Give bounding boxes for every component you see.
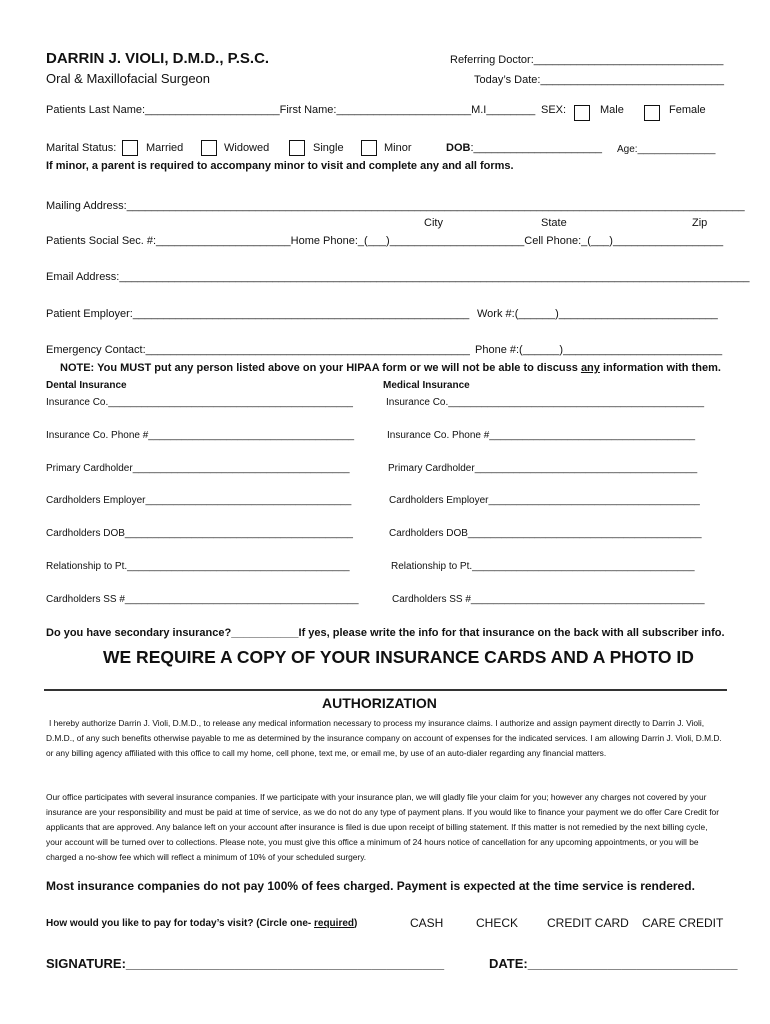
medical-primary-cardholder-field[interactable]: Primary Cardholder________________________________________	[388, 463, 698, 474]
practice-name: DARRIN J. VIOLI, D.M.D., P.S.C.	[46, 50, 270, 67]
single-label: Single	[313, 142, 344, 154]
email-field[interactable]: Email Address:_______________________________________________________________________________________________________	[46, 271, 750, 283]
payment-option-check[interactable]: CHECK	[476, 916, 519, 930]
minor-note: If minor, a parent is required to accompany minor to visit and complete any and all forms.	[46, 160, 514, 172]
sex-label: SEX:	[541, 104, 567, 116]
authorization-paragraph-1: I hereby authorize Darrin J. Violi, D.M.D., to release any medical information necessary to process my insurance claims. I authorize and assign payment directly to Darrin J. Violi, D.M.D., of any such benefits otherwise payable to me as determined by the insurance company on account of expenses for the indicated services. I am allowing Darrin J. Violi, D.M.D. or any billing agency affiliated with this office to call my home, cell phone, text me, or email me, by use of an auto-dialer regarding any financial matters.	[46, 718, 722, 758]
female-label: Female	[669, 104, 706, 116]
dob-line[interactable]: :_____________________	[470, 142, 602, 154]
signature-date-field[interactable]: DATE:_____________________________	[489, 956, 738, 971]
section-divider	[44, 689, 727, 691]
medical-insurance-heading: Medical Insurance	[383, 380, 470, 391]
payment-required: required	[314, 918, 355, 929]
female-checkbox[interactable]	[644, 105, 660, 121]
authorization-paragraph-2: Our office participates with several insurance companies. If we participate with your insurance plan, we will gladly file your claim for you; however any charges not covered by your insurance are your responsibility and must be paid at time of service, as we do not do any type of payment plans. If you would like to finance your payment we do offer Care Credit for applicants that are approved. Any balance left on your account after insurance is filed is due upon receipt of billing statement. If this matter is not remedied by the next billing cycle, your account will be turned over to collections. Please note, you must give this office a minimum of 24 hours notice of cancellation for any upcoming appointments, or you will be charged a no-show fee which will reflect a minimum of 10% of your scheduled surgery.	[46, 792, 719, 862]
payment-option-credit-card[interactable]: CREDIT CARD	[547, 916, 629, 930]
authorization-title: AUTHORIZATION	[322, 695, 437, 711]
married-checkbox[interactable]	[122, 140, 138, 156]
dob-field[interactable]	[446, 142, 602, 154]
widowed-label: Widowed	[224, 142, 270, 154]
dental-insurance-co-field[interactable]: Insurance Co.____________________________________________	[46, 397, 353, 408]
dental-cardholder-dob-field[interactable]: Cardholders DOB_________________________________________	[46, 528, 353, 539]
payment-option-care-credit[interactable]: CARE CREDIT	[642, 916, 724, 930]
payment-question-post: )	[354, 918, 358, 929]
referring-doctor-field[interactable]: Referring Doctor:_______________________________	[450, 54, 724, 66]
medical-insurance-phone-field[interactable]: Insurance Co. Phone #_____________________________________	[387, 430, 696, 441]
patient-name-field[interactable]: Patients Last Name:______________________First Name:______________________M.I________	[46, 104, 536, 116]
dob-label: DOB	[446, 142, 471, 154]
ssn-phone-field[interactable]: Patients Social Sec. #:______________________Home Phone:_(___)______________________Cell Phone:_(___)__________________	[46, 235, 724, 247]
fees-note: Most insurance companies do not pay 100% of fees charged. Payment is expected at the time service is rendered.	[46, 879, 695, 893]
insurance-card-banner: WE REQUIRE A COPY OF YOUR INSURANCE CARDS AND A PHOTO ID	[103, 647, 694, 667]
emergency-phone-field[interactable]: Phone #:(______)__________________________	[475, 344, 723, 356]
payment-question-pre: How would you like to pay for today’s visit? (Circle one-	[46, 918, 314, 929]
signature-field[interactable]: SIGNATURE:____________________________________________	[46, 956, 445, 971]
state-label: State	[541, 217, 567, 229]
minor-label: Minor	[384, 142, 412, 154]
hipaa-note-post: information with them.	[599, 362, 721, 374]
dental-cardholder-ss-field[interactable]: Cardholders SS #__________________________________________	[46, 594, 359, 605]
medical-relationship-field[interactable]: Relationship to Pt.________________________________________	[391, 561, 695, 572]
hipaa-note-pre: NOTE: You MUST put any person listed above on your HIPAA form or we will not be able to discuss	[60, 362, 581, 374]
secondary-insurance-field[interactable]: Do you have secondary insurance?___________If yes, please write the info for that insurance on the back with all subscriber info.	[46, 627, 725, 639]
employer-field[interactable]: Patient Employer:_______________________________________________________	[46, 308, 470, 320]
widowed-checkbox[interactable]	[201, 140, 217, 156]
minor-checkbox[interactable]	[361, 140, 377, 156]
hipaa-note	[60, 362, 721, 374]
dental-cardholder-employer-field[interactable]: Cardholders Employer_____________________________________	[46, 495, 352, 506]
emergency-contact-field[interactable]: Emergency Contact:_____________________________________________________	[46, 344, 470, 356]
work-phone-field[interactable]: Work #:(______)__________________________	[477, 308, 718, 320]
age-field[interactable]: Age:______________	[617, 144, 716, 155]
city-label: City	[424, 217, 443, 229]
payment-question	[46, 918, 357, 929]
payment-option-cash[interactable]: CASH	[410, 916, 444, 930]
male-checkbox[interactable]	[574, 105, 590, 121]
dental-relationship-field[interactable]: Relationship to Pt.________________________________________	[46, 561, 350, 572]
medical-cardholder-ss-field[interactable]: Cardholders SS #__________________________________________	[392, 594, 705, 605]
mailing-address-field[interactable]: Mailing Address:_____________________________________________________________________________________________________	[46, 200, 745, 212]
single-checkbox[interactable]	[289, 140, 305, 156]
dental-insurance-phone-field[interactable]: Insurance Co. Phone #_____________________________________	[46, 430, 355, 441]
medical-insurance-co-field[interactable]: Insurance Co.______________________________________________	[386, 397, 705, 408]
medical-cardholder-dob-field[interactable]: Cardholders DOB__________________________________________	[389, 528, 702, 539]
male-label: Male	[600, 104, 624, 116]
dental-insurance-heading: Dental Insurance	[46, 380, 127, 391]
hipaa-note-any: any	[580, 362, 600, 374]
marital-status-label: Marital Status:	[46, 142, 117, 154]
todays-date-field[interactable]: Today’s Date:______________________________	[474, 74, 724, 86]
medical-cardholder-employer-field[interactable]: Cardholders Employer______________________________________	[389, 495, 700, 506]
zip-label: Zip	[692, 217, 708, 229]
dental-primary-cardholder-field[interactable]: Primary Cardholder_______________________________________	[46, 463, 350, 474]
practice-subtitle: Oral & Maxillofacial Surgeon	[46, 71, 211, 86]
married-label: Married	[146, 142, 184, 154]
